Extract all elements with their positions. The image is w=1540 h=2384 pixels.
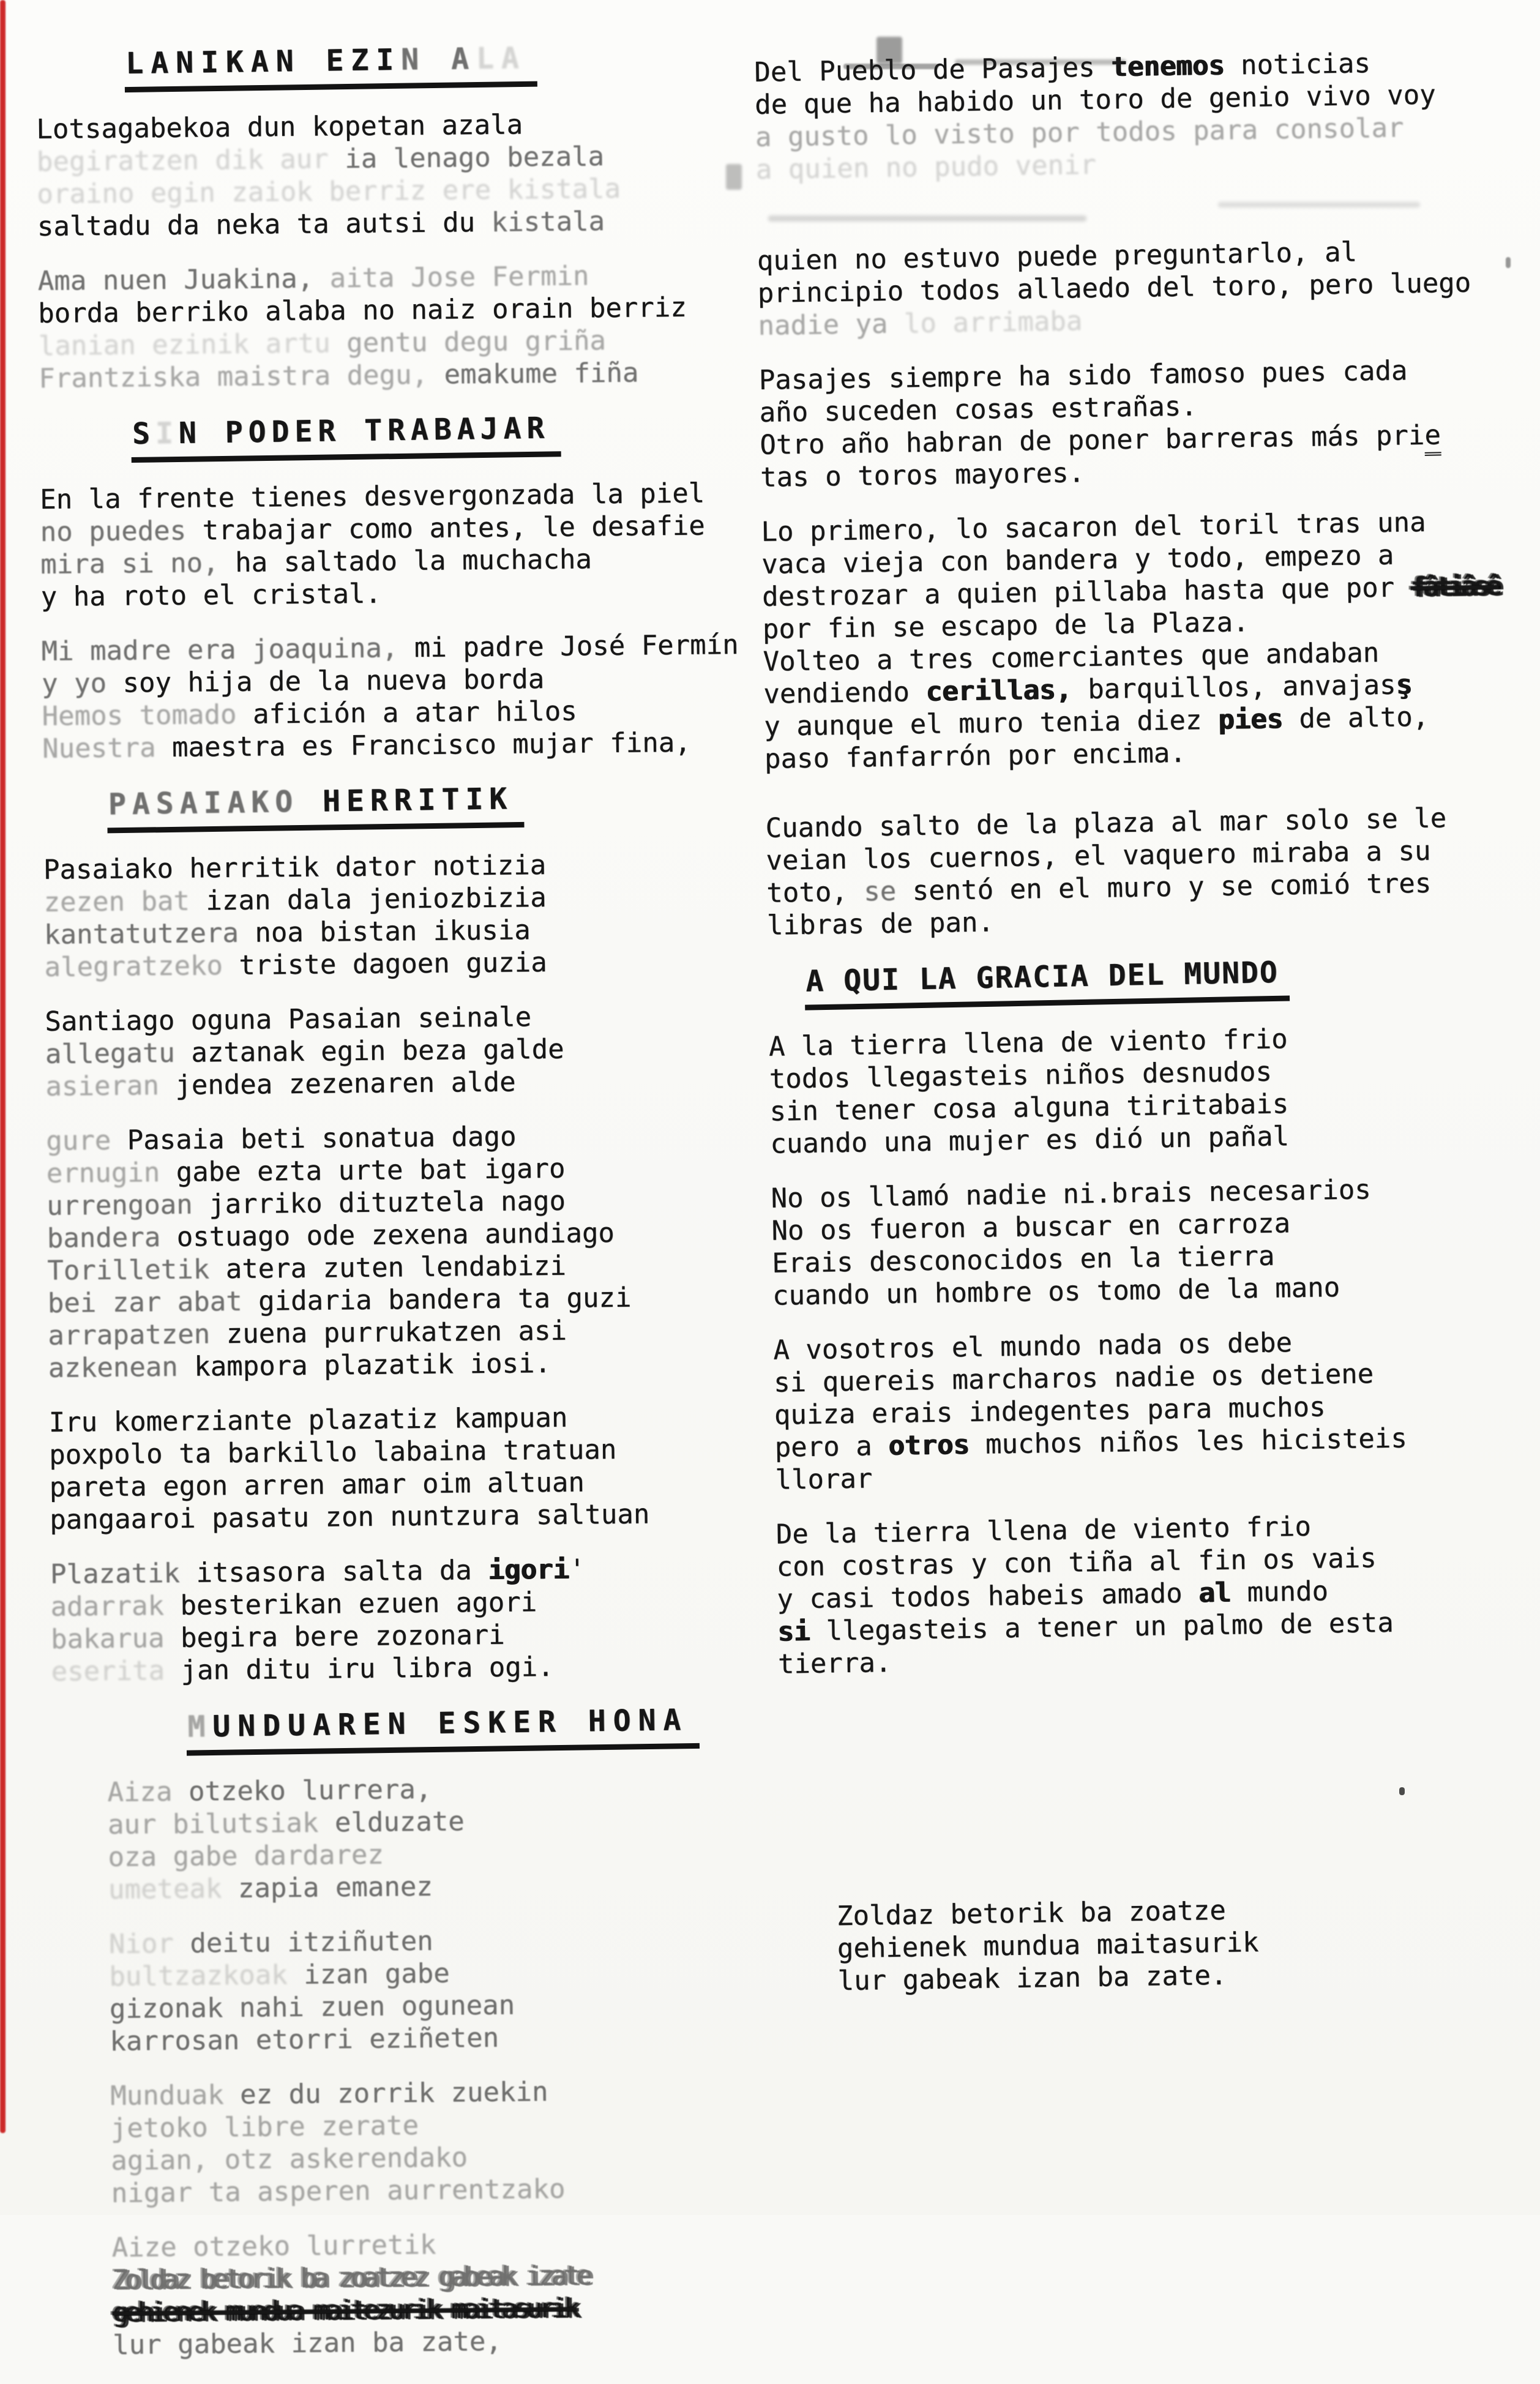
text-segment: zezen bat: [43, 885, 206, 918]
text-segment: fâtiâsê: [1410, 570, 1499, 603]
text-segment: Santiago oguna Pasaian seinale: [45, 1001, 532, 1037]
text-segment: aita Jose Fermin: [329, 260, 589, 294]
smudge-dash: [843, 64, 938, 69]
text-segment: oza gabe dardarez: [108, 1839, 384, 1873]
faded-line-trace: [1218, 202, 1420, 207]
text-segment: a quien no pudo venir: [755, 149, 1097, 185]
text-segment: ': [569, 1553, 586, 1585]
text-segment: umeteak: [108, 1872, 239, 1905]
text-line: [44, 944, 736, 984]
text-segment: veian los cuernos, el vaquero miraba a su: [766, 835, 1431, 876]
section-heading: [186, 1703, 744, 1755]
text-segment: itsasora salta da: [196, 1555, 488, 1589]
text-segment: emakume fiña: [444, 357, 639, 390]
text-segment: Munduak: [110, 2079, 241, 2112]
text-segment: oraino egin zaiok berriz ere kistala: [37, 173, 621, 210]
text-segment: principio todos allaedo del toro, pero luego: [757, 267, 1471, 309]
text-segment: mira si no,: [40, 547, 236, 580]
text-segment: cuando una mujer es dió un pañal: [769, 1121, 1290, 1160]
text-segment: izan gabe: [304, 1957, 450, 1990]
text-segment: En la frente tienes desvergonzada la piel: [39, 477, 705, 515]
ink-dot: [1399, 1787, 1405, 1795]
text-segment: pareta egon arren amar oim altuan: [49, 1467, 585, 1503]
stanza: [782, 1889, 1540, 1998]
text-segment: cerillas,: [925, 674, 1072, 708]
stanza: [40, 477, 733, 613]
text-segment: borda berriko alaba no naiz orain berriz: [38, 291, 687, 329]
text-segment: libras de pan.: [766, 906, 995, 941]
text-segment: destrozar a quien pillaba hasta que por: [761, 572, 1411, 613]
text-segment: todos llegasteis niños desnudos: [769, 1056, 1273, 1095]
text-line: [51, 1649, 742, 1688]
text-segment: mi padre José Fermín: [414, 629, 739, 664]
text-segment: vendiendo: [763, 676, 926, 710]
text-segment: otros: [888, 1429, 970, 1462]
text-segment: Volteo a tres comerciantes que andaban: [763, 637, 1380, 678]
stanza: [765, 801, 1540, 942]
text-segment: Pasaia beti sonatua dago: [127, 1121, 517, 1156]
text-segment: jarriko dituztela nago: [208, 1185, 566, 1220]
text-segment: jan ditu iru libra ogi.: [181, 1651, 554, 1686]
text-segment: mundo: [1230, 1575, 1329, 1609]
smudge-dash: [955, 59, 1126, 65]
text-segment: Otro año habran de poner barreras más pri: [760, 419, 1425, 461]
text-line: [40, 509, 731, 548]
text-segment: eserita: [51, 1654, 181, 1687]
text-segment: deitu itziñuten: [190, 1925, 433, 1959]
stanza: [36, 106, 729, 243]
heading-underline: [186, 1703, 700, 1756]
text-segment: nigar ta asperen aurrentzako: [111, 2173, 566, 2209]
text-segment: Pasaiako herritik dator notizia: [43, 850, 547, 886]
text-segment: Plazatik: [50, 1557, 196, 1590]
text-line: [41, 629, 739, 668]
text-segment: si: [777, 1615, 810, 1648]
text-line: [45, 1064, 737, 1103]
text-segment: azkenean: [48, 1351, 195, 1384]
text-segment: otzeko lurrera,: [188, 1773, 432, 1807]
text-segment: elduzate: [334, 1806, 465, 1839]
text-segment: tenemos: [1110, 50, 1225, 83]
text-line: [50, 1497, 741, 1536]
text-segment: gentu degu griña: [346, 325, 607, 359]
text-segment: Torilletik: [47, 1254, 226, 1287]
ink-mark: [1506, 257, 1511, 268]
text-segment: Aize otzeko lurretik: [111, 2229, 436, 2263]
text-segment: Cuando salto de la plaza al mar solo se le: [765, 802, 1447, 844]
heading-underline: [107, 782, 525, 834]
text-segment: kampora plazatik iosi.: [193, 1348, 551, 1383]
text-segment: triste dagoen guzia: [239, 947, 547, 981]
text-segment: saltadu da neka ta autsi du: [37, 206, 492, 242]
smudge-mark: [877, 37, 902, 64]
heading-segment: I: [155, 416, 179, 451]
text-segment: nadie ya: [758, 308, 905, 342]
stanza: [43, 847, 736, 984]
text-segment: ernugin: [46, 1156, 176, 1189]
stanza: [46, 1118, 740, 1384]
text-segment: jendea zezenaren alde: [175, 1066, 516, 1101]
text-line: [48, 1345, 740, 1384]
text-segment: pies: [1217, 703, 1284, 736]
text-segment: kistala: [491, 206, 605, 238]
text-segment: gehienek mundua maitezurik maitasurik: [112, 2292, 577, 2328]
text-segment: e: [1424, 419, 1441, 455]
stanza: [50, 1552, 743, 1688]
text-segment: maestra es Francisco mujar fina,: [171, 727, 691, 763]
text-segment: y aunque el muro tenia diez: [763, 704, 1219, 742]
text-segment: llegasteis a tener un palmo de esta: [809, 1607, 1394, 1647]
text-segment: de que ha habido un toro de genio vivo voy: [754, 79, 1437, 121]
text-segment: Lo primero, lo sacaron del toril tras una: [761, 506, 1426, 548]
text-segment: Pasajes siempre ha sido famoso pues cada: [758, 355, 1408, 396]
stanza: [757, 233, 1540, 342]
heading-segment: HERRITIK: [298, 782, 514, 820]
text-segment: Aiza: [107, 1776, 189, 1809]
text-segment: no puedes: [40, 515, 203, 548]
text-segment: cuando un hombre os tomo de la mano: [772, 1272, 1340, 1312]
faded-line-trace: [726, 164, 742, 190]
scanner-edge-stripe: [0, 0, 6, 2133]
text-segment: ia lenago bezala: [344, 141, 605, 175]
column-right: [754, 45, 1540, 2020]
text-segment: de alto,: [1282, 701, 1429, 735]
text-segment: lur gabeak izan ba zate.: [837, 1959, 1227, 1997]
text-segment: alegratzeko: [44, 949, 239, 983]
stanza: [773, 1323, 1540, 1497]
section-heading: [804, 952, 1540, 1009]
stanza: [54, 1922, 747, 2058]
text-segment: pangaaroi pasatu zon nuntzura saltuan: [49, 1498, 650, 1536]
text-segment: Zoldaz betorik ba zoatze: [836, 1894, 1227, 1932]
text-segment: Zoldaz betorik ba zoatzez gabeak izate: [111, 2260, 589, 2296]
text-segment: afición a atar hilos: [252, 695, 577, 730]
stanza: [758, 353, 1540, 494]
text-segment: Nior: [108, 1927, 190, 1960]
text-segment: Lotsagabekoa dun kopetan azala: [36, 109, 523, 145]
text-segment: gidaria bandera ta guzi: [258, 1282, 632, 1317]
text-segment: pero a: [774, 1430, 889, 1463]
section-heading: [124, 40, 728, 91]
text-segment: quiza erais indegentes para muchos: [774, 1391, 1326, 1431]
stanza: [769, 1019, 1540, 1160]
text-segment: se: [863, 875, 913, 908]
text-segment: Frantziska maistra degu,: [39, 359, 444, 394]
text-segment: No os fueron a buscar en carroza: [771, 1208, 1291, 1247]
text-segment: besterikan ezuen agori: [180, 1586, 537, 1621]
heading-segment: LA: [476, 40, 527, 77]
stanza: [761, 504, 1540, 775]
text-segment: Del Pueblo de Pasajes: [754, 51, 1112, 88]
text-segment: Ama nuen Juakina,: [37, 263, 330, 297]
text-line: [111, 2171, 748, 2210]
stanza: [48, 1400, 741, 1536]
text-segment: ş: [1396, 669, 1413, 701]
text-segment: vaca vieja con bandera y todo, empezo a: [761, 539, 1394, 580]
text-segment: muchos niños les hicisteis: [969, 1422, 1408, 1461]
text-segment: ez du zorrik zuekin: [239, 2076, 548, 2110]
heading-segment: PASAIAKO: [108, 785, 299, 822]
heading-segment: UNDUAREN ESKER HONA: [212, 1703, 689, 1744]
text-segment: karrosan etorri eziñeten: [110, 2022, 499, 2057]
text-segment: bultzazkoak: [109, 1959, 304, 1992]
text-segment: gizonak nahi zuen ogunean: [109, 1989, 515, 2025]
text-segment: sin tener cosa alguna tiritabais: [769, 1088, 1289, 1127]
text-segment: bakarua: [50, 1622, 181, 1655]
text-segment: soy hija de la nueva borda: [122, 663, 545, 699]
stanza: [41, 629, 739, 765]
stanza: [38, 258, 731, 395]
text-segment: Mi madre era joaquina,: [41, 632, 415, 667]
text-segment: zuena purrukatzen asi: [226, 1315, 567, 1350]
text-segment: lo arrimaba: [903, 305, 1083, 340]
text-segment: toto,: [766, 876, 864, 909]
heading-segment: LANIKAN EZI: [125, 42, 402, 81]
text-line: [39, 356, 730, 395]
heading-segment: N PODER TRABAJAR: [178, 411, 550, 450]
text-segment: y ha roto el cristal.: [40, 578, 382, 613]
text-segment: si quereis marcharos nadie os detiene: [773, 1358, 1374, 1399]
text-segment: gabe ezta urte bat igaro: [176, 1153, 566, 1188]
text-segment: año suceden cosas estrañas.: [759, 390, 1198, 428]
heading-underline: [804, 955, 1290, 1010]
column-left: [36, 34, 750, 2384]
heading-segment: A QUI LA GRACIA DEL MUNDO: [805, 955, 1279, 999]
text-segment: begira bere zozonari: [180, 1619, 506, 1654]
text-segment: noticias: [1224, 48, 1371, 81]
text-segment: quien no estuvo puede preguntarlo, al: [757, 236, 1358, 277]
heading-underline: [131, 411, 561, 463]
text-segment: zapia emanez: [237, 1870, 433, 1904]
stanza: [52, 1770, 745, 1907]
text-segment: paso fanfarrón por encima.: [764, 737, 1187, 775]
text-segment: De la tierra llena de viento frio: [776, 1511, 1312, 1550]
text-segment: sentó en el muro y se comió tres: [912, 867, 1432, 907]
text-segment: aztanak egin beza galde: [191, 1033, 564, 1069]
text-line: [37, 204, 729, 243]
text-segment: lanian ezinik artu: [38, 327, 347, 362]
text-segment: jetoko libre zerate: [110, 2110, 419, 2144]
stanza: [771, 1171, 1540, 1312]
text-segment: trabajar como antes, le desafie: [202, 510, 706, 547]
text-segment: noa bistan ikusia: [255, 914, 531, 949]
faded-line-trace: [768, 215, 1086, 222]
text-segment: al: [1198, 1577, 1232, 1609]
text-segment: begiratzen dik aur: [36, 143, 345, 177]
text-segment: Erais desconocidos en la tierra: [771, 1240, 1275, 1279]
heading-segment: N A: [400, 42, 477, 77]
text-segment: atera zuten lendabizi: [225, 1250, 567, 1285]
text-segment: poxpolo ta barkillo labaina tratuan: [48, 1433, 617, 1471]
text-segment: A vosotros el mundo nada os debe: [772, 1327, 1293, 1366]
text-segment: y casi todos habeis amado: [777, 1577, 1199, 1615]
text-segment: No os llamó nadie ni.brais necesarios: [771, 1174, 1372, 1214]
heading-segment: S: [132, 416, 156, 452]
text-segment: izan dala jeniozbizia: [206, 882, 547, 917]
text-segment: y yo: [41, 667, 123, 700]
text-segment: arrapatzen: [48, 1318, 226, 1351]
text-line: [108, 1867, 745, 1906]
text-segment: Nuestra: [42, 731, 173, 764]
text-segment: asieran: [45, 1069, 176, 1102]
stanza: [776, 1507, 1540, 1681]
text-segment: urrengoan: [47, 1189, 209, 1222]
text-segment: a gusto lo visto por todos para consolar: [755, 112, 1404, 153]
stanza: [56, 2225, 749, 2362]
text-segment: allegatu: [45, 1037, 192, 1070]
text-segment: kantatutzera: [43, 917, 255, 951]
heading-segment: M: [187, 1709, 213, 1744]
section-heading: [107, 780, 735, 832]
text-segment: adarrak: [50, 1590, 181, 1623]
stanza: [55, 2074, 748, 2210]
text-segment: con costras y con tiña al fin os vais: [776, 1542, 1377, 1583]
text-segment: Iru komerziante plazatiz kampuan: [48, 1402, 568, 1438]
section-heading: [131, 410, 731, 461]
text-segment: llorar: [775, 1463, 873, 1496]
text-segment: agian, otz askerendako: [111, 2142, 468, 2177]
stanza: [45, 999, 737, 1103]
text-line: [40, 574, 732, 613]
text-segment: aur bilutsiak: [107, 1807, 335, 1841]
text-segment: barquillos, anvajas: [1071, 669, 1396, 706]
heading-underline: [124, 41, 537, 92]
text-segment: gehienek mundua maitasurik: [837, 1927, 1259, 1965]
text-segment: bei zar abat: [47, 1285, 259, 1319]
text-segment: gure: [46, 1124, 127, 1157]
text-segment: A la tierra llena de viento frio: [768, 1023, 1288, 1063]
text-segment: igori: [488, 1553, 569, 1586]
text-segment: por fin se escapo de la Plaza.: [762, 607, 1249, 645]
text-line: [42, 726, 734, 765]
text-segment: tierra.: [777, 1646, 892, 1680]
text-line: [110, 2019, 746, 2058]
text-segment: tas o toros mayores.: [760, 457, 1085, 493]
text-segment: Hemos tomado: [42, 698, 253, 732]
text-segment: ostuago ode zexena aundiago: [176, 1217, 615, 1253]
text-line: [38, 291, 730, 330]
text-line: [113, 2323, 749, 2361]
text-segment: bandera: [47, 1221, 177, 1254]
text-segment: lur gabeak izan ba zate,: [112, 2325, 503, 2361]
text-segment: ha saltado la muchacha: [234, 544, 592, 578]
